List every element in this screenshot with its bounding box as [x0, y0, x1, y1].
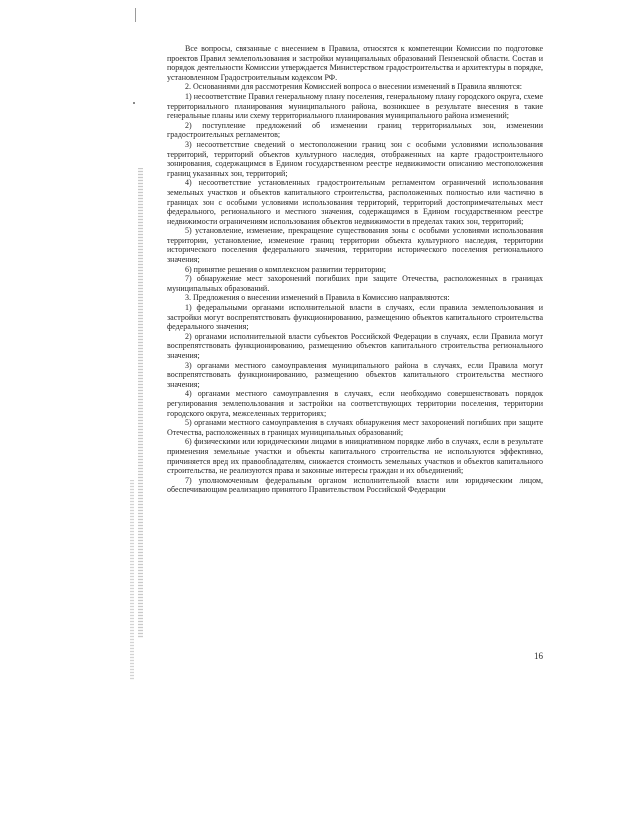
paragraph-4: 2) поступление предложений об изменении границ территориальных зон, изменении градостроительных регламентов;	[167, 120, 543, 140]
scan-edge-stripe	[138, 168, 143, 638]
paragraph-3: 1) несоответствие Правил генеральному плану поселения, генеральному плану городского округа, схеме территориального планирования муниципального района, возникшее в результате внесения в такие генеральные планы или схему территориального планирования муниципального района изменений;	[167, 91, 543, 121]
paragraph-6: 4) несоответствие установленных градостроительным регламентом ограничений использования земельных участков и объектов капитального строительства, расположенных полностью или частично в границах зон с особыми условиями использования территорий, территорий достопримечательных мест федерального, регионального и местного значения, содержащимся в Едином государственном реестре недвижимости ограничениям использования объектов недвижимости в пределах таких зон, территорий;	[167, 178, 543, 226]
paragraph-12: 2) органами исполнительной власти субъектов Российской Федерации в случаях, если Правила могут воспрепятствовать функционированию, размещению объектов капитального строительства регионального значения;	[167, 331, 543, 360]
scan-margin-artifacts	[62, 0, 90, 700]
scan-edge-stripe-lower	[130, 480, 134, 680]
paragraph-7: 5) установление, изменение, прекращение существования зоны с особыми условиями использования территории, установление, изменение границ территории объекта культурного наследия, территории исторического поселения федерального значения, территории исторического поселения регионального значения;	[167, 226, 543, 265]
paragraph-8: 6) принятие решения о комплексном развитии территории;	[185, 264, 386, 274]
paragraph-10: 3. Предложения о внесении изменений в Правила в Комиссию направляются:	[185, 293, 450, 303]
scan-mark	[135, 8, 136, 22]
paragraph-9: 7) обнаружение мест захоронений погибших при защите Отечества, расположенных в границах муниципальных образований.	[167, 274, 543, 293]
paragraph-17: 7) уполномоченным федеральным органом исполнительной власти или юридическим лицом, обеспечивающим реализацию принятого Правительством Российской Федерации	[167, 475, 543, 495]
page-number: 16	[534, 651, 543, 661]
paragraph-14: 4) органами местного самоуправления в случаях, если необходимо совершенствовать порядок регулирования землепользования и застройки на соответствующих территории поселения, территории городского округа, межселенных территориях;	[167, 389, 543, 418]
paragraph-13: 3) органами местного самоуправления муниципального района в случаях, если Правила могут воспрепятствовать функционированию, размещению объектов капитального строительства местного значения;	[167, 360, 543, 389]
paragraph-11: 1) федеральными органами исполнительной власти в случаях, если правила землепользования и застройки могут воспрепятствовать функционированию, размещению объектов капитального строительства федерального значения;	[167, 303, 543, 332]
paragraph-1: Все вопросы, связанные с внесением в Правила, относятся к компетенции Комиссии по подготовке проектов Правил землепользования и застройки муниципальных образований Пензенской области. Состав и порядок деятельности Комиссии утверждается Министерством градостроительства и архитектуры в порядке, установленном Градостроительным кодексом РФ.	[167, 44, 543, 82]
scan-dot	[133, 102, 135, 104]
paragraph-2: 2. Основаниями для рассмотрения Комиссией вопроса о внесении изменений в Правила являются:	[185, 82, 523, 92]
document-page-text	[167, 44, 543, 495]
paragraph-15: 5) органами местного самоуправления в случаях обнаружения мест захоронений погибших при защите Отечества, расположенных в границах муниципальных образований;	[167, 418, 543, 437]
paragraph-16: 6) физическими или юридическими лицами в инициативном порядке либо в случаях, если в результате применения земельные участки и объекты капитального строительства не используются эффективно, причиняется вред их правообладателям, снижается стоимость земельных участков и объектов капитального строительства, не реализуются права и законные интересы граждан и их объединений;	[167, 437, 543, 476]
paragraph-5: 3) несоответствие сведений о местоположении границ зон с особыми условиями использования территорий, территорий объектов культурного наследия, отображенных на карте градостроительного зонирования, содержащимся в Едином государственном реестре недвижимости описанию местоположения границ указанных зон, территорий;	[167, 139, 543, 178]
